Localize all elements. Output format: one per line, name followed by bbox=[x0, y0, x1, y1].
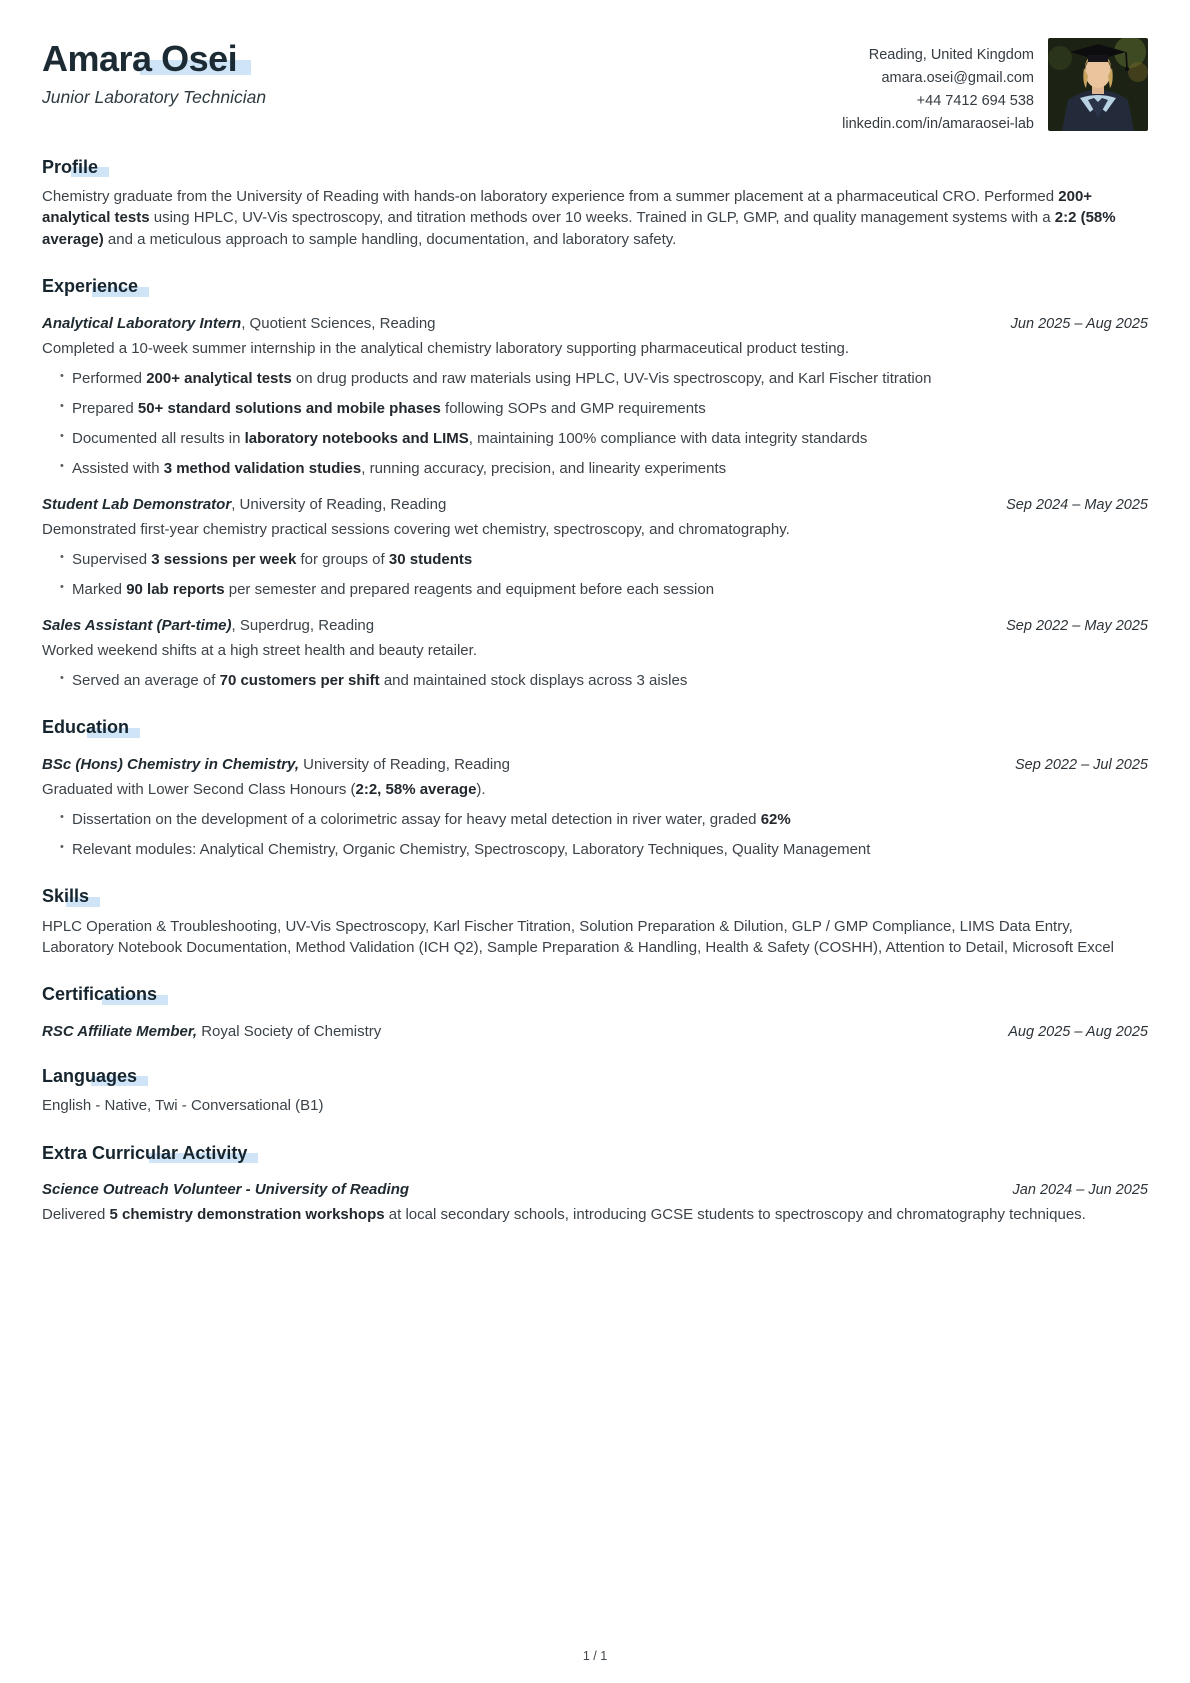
bullet-list bbox=[42, 809, 1148, 860]
bullet-list bbox=[42, 368, 1148, 479]
certification-org: Royal Society of Chemistry bbox=[197, 1022, 382, 1040]
bullet-seg: and maintained stock displays across 3 aisles bbox=[379, 672, 688, 690]
certification-name: RSC Affiliate Member, bbox=[42, 1022, 198, 1040]
bullet-seg: Documented all results in bbox=[72, 429, 245, 447]
entry-summary bbox=[42, 1204, 1148, 1225]
section-languages bbox=[42, 1065, 1148, 1117]
entry-dates: Sep 2022 – May 2025 bbox=[1006, 618, 1148, 635]
bullet-seg: Dissertation on the development of a colorimetric assay for heavy metal detection in river water, graded bbox=[72, 811, 761, 829]
bullet-item bbox=[60, 809, 1148, 830]
section-profile bbox=[42, 156, 1148, 250]
bullet-seg-bold: laboratory notebooks and LIMS bbox=[244, 429, 469, 447]
bullet-seg: Served an average of bbox=[72, 672, 220, 690]
summary-seg: at local secondary schools, introducing GCSE students to spectroscopy and chromatography techniques. bbox=[384, 1206, 1086, 1224]
degree-org: University of Reading, Reading bbox=[299, 755, 510, 773]
entry-role: Student Lab Demonstrator bbox=[42, 495, 232, 513]
education-entry bbox=[42, 756, 1148, 860]
bullet-seg-bold: 3 method validation studies bbox=[163, 459, 362, 477]
languages-heading: Languages bbox=[42, 1065, 138, 1086]
entry-role: Sales Assistant (Part-time) bbox=[42, 617, 232, 635]
bullet-item bbox=[60, 368, 1148, 389]
extra-entry bbox=[42, 1181, 1148, 1225]
bullet-seg: Prepared bbox=[72, 399, 138, 417]
education-heading: Education bbox=[42, 717, 130, 738]
bullet-item bbox=[60, 670, 1148, 691]
entry-summary: Demonstrated first-year chemistry practical sessions covering wet chemistry, spectroscopy, and chromatography. bbox=[42, 520, 790, 538]
entry-head bbox=[42, 1181, 1148, 1198]
bullet-seg: Supervised bbox=[72, 551, 152, 569]
entry-role: Science Outreach Volunteer - University of Reading bbox=[42, 1181, 410, 1199]
profile-text bbox=[42, 186, 1148, 250]
skills-text: HPLC Operation & Troubleshooting, UV-Vis Spectroscopy, Karl Fischer Titration, Solution Preparation & Dilution, GLP / GMP Compliance, LIMS Data Entry, Laboratory Notebook Documentation, Method Validation (ICH Q2), Sample Preparation & Handling, Health & Safety (COSHH), Attention to Detail, Microsoft Excel bbox=[42, 917, 1114, 956]
degree-name: BSc (Hons) Chemistry in Chemistry, bbox=[42, 755, 299, 773]
entry-dates: Jun 2025 – Aug 2025 bbox=[1010, 315, 1148, 332]
entry-org: , Superdrug, Reading bbox=[231, 617, 375, 635]
contact-linkedin: linkedin.com/in/amaraosei-lab bbox=[842, 115, 1034, 132]
resume-header bbox=[42, 38, 1148, 136]
bullet-seg: Relevant modules: Analytical Chemistry, Organic Chemistry, Spectroscopy, Laboratory Techniques, Quality Management bbox=[72, 841, 871, 859]
experience-heading: Experience bbox=[42, 276, 139, 297]
bullet-seg: per semester and prepared reagents and equipment before each session bbox=[224, 581, 715, 599]
section-education bbox=[42, 716, 1148, 860]
entry-title bbox=[42, 496, 446, 513]
experience-entry bbox=[42, 617, 1148, 691]
bullet-item bbox=[60, 579, 1148, 600]
contact-email: amara.osei@gmail.com bbox=[881, 69, 1034, 86]
bullet-seg-bold: 200+ analytical tests bbox=[146, 369, 292, 387]
profile-seg: using HPLC, UV-Vis spectroscopy, and titration methods over 10 weeks. Trained in GLP, GMP, and quality management systems with a bbox=[149, 209, 1055, 227]
bullet-seg: for groups of bbox=[296, 551, 389, 569]
entry-head bbox=[42, 756, 1148, 773]
bullet-seg-bold: 50+ standard solutions and mobile phases bbox=[137, 399, 441, 417]
profile-photo bbox=[1048, 38, 1148, 131]
profile-seg-bold: 200+ analytical tests bbox=[42, 188, 1093, 227]
profile-seg: and a meticulous approach to sample handling, documentation, and laboratory safety. bbox=[103, 230, 677, 248]
entry-title bbox=[42, 315, 436, 332]
section-certifications bbox=[42, 983, 1148, 1040]
entry-dates: Sep 2024 – May 2025 bbox=[1006, 496, 1148, 513]
entry-title bbox=[42, 756, 510, 773]
identity-block bbox=[42, 38, 266, 108]
profile-heading: Profile bbox=[42, 156, 99, 177]
bullet-seg: Performed bbox=[72, 369, 147, 387]
languages-text: English - Native, Twi - Conversational (B1) bbox=[42, 1097, 324, 1115]
entry-dates: Jan 2024 – Jun 2025 bbox=[1012, 1182, 1148, 1199]
entry-head bbox=[42, 1023, 1148, 1040]
entry-head bbox=[42, 496, 1148, 513]
bullet-seg: , running accuracy, precision, and linearity experiments bbox=[361, 459, 727, 477]
summary-seg-bold: 2:2, 58% average bbox=[355, 780, 477, 798]
bullet-list bbox=[42, 549, 1148, 600]
candidate-job-title: Junior Laboratory Technician bbox=[42, 87, 267, 108]
summary-seg-bold: 5 chemistry demonstration workshops bbox=[109, 1206, 385, 1224]
header-right bbox=[842, 38, 1148, 136]
section-skills bbox=[42, 885, 1148, 958]
bullet-item bbox=[60, 458, 1148, 479]
bullet-seg-bold: 70 customers per shift bbox=[219, 672, 380, 690]
section-experience bbox=[42, 275, 1148, 691]
entry-head bbox=[42, 315, 1148, 332]
bullet-item bbox=[60, 398, 1148, 419]
entry-dates: Sep 2022 – Jul 2025 bbox=[1014, 756, 1148, 773]
certification-entry bbox=[42, 1023, 1148, 1040]
profile-seg-bold: 2:2 (58% average) bbox=[42, 209, 1116, 248]
bullet-seg-bold: 30 students bbox=[388, 551, 473, 569]
contact-block bbox=[842, 38, 1034, 136]
bullet-seg-bold: 3 sessions per week bbox=[151, 551, 297, 569]
contact-location: Reading, United Kingdom bbox=[868, 47, 1034, 63]
contact-phone: +44 7412 694 538 bbox=[916, 92, 1034, 109]
bullet-seg: Assisted with bbox=[72, 459, 164, 477]
entry-head bbox=[42, 617, 1148, 634]
candidate-name: Amara Osei bbox=[42, 38, 238, 79]
entry-title bbox=[42, 1181, 409, 1198]
entry-org: , University of Reading, Reading bbox=[231, 495, 447, 513]
extra-heading: Extra Curricular Activity bbox=[42, 1142, 248, 1163]
bullet-item bbox=[60, 428, 1148, 449]
bullet-seg-bold: 62% bbox=[760, 811, 791, 829]
page-indicator: 1 / 1 bbox=[582, 1649, 608, 1663]
profile-seg: Chemistry graduate from the University of Reading with hands-on laboratory experience from a summer placement at a pharmaceutical CRO. Performed bbox=[42, 188, 1059, 206]
skills-heading: Skills bbox=[42, 886, 90, 907]
experience-entry bbox=[42, 315, 1148, 479]
entry-title bbox=[42, 617, 374, 634]
entry-org: , Quotient Sciences, Reading bbox=[241, 314, 436, 332]
bullet-item bbox=[60, 549, 1148, 570]
experience-entry bbox=[42, 496, 1148, 600]
summary-seg: ). bbox=[476, 780, 486, 798]
entry-dates: Aug 2025 – Aug 2025 bbox=[1008, 1023, 1148, 1040]
bullet-list bbox=[42, 670, 1148, 691]
bullet-seg: on drug products and raw materials using HPLC, UV-Vis spectroscopy, and Karl Fischer titration bbox=[291, 369, 932, 387]
entry-summary: Worked weekend shifts at a high street health and beauty retailer. bbox=[42, 642, 477, 660]
bullet-seg: following SOPs and GMP requirements bbox=[440, 399, 706, 417]
bullet-seg: , maintaining 100% compliance with data integrity standards bbox=[468, 429, 868, 447]
bullet-seg-bold: 90 lab reports bbox=[126, 581, 225, 599]
entry-summary: Completed a 10-week summer internship in the analytical chemistry laboratory supporting pharmaceutical product testing. bbox=[42, 339, 850, 357]
entry-summary bbox=[42, 779, 1148, 800]
bullet-seg: Marked bbox=[72, 581, 127, 599]
entry-title bbox=[42, 1023, 381, 1040]
bullet-item bbox=[60, 839, 1148, 860]
entry-role: Analytical Laboratory Intern bbox=[42, 314, 242, 332]
certifications-heading: Certifications bbox=[42, 984, 158, 1005]
summary-seg: Delivered bbox=[42, 1206, 110, 1224]
section-extra-curricular bbox=[42, 1142, 1148, 1226]
summary-seg: Graduated with Lower Second Class Honours ( bbox=[42, 780, 356, 798]
